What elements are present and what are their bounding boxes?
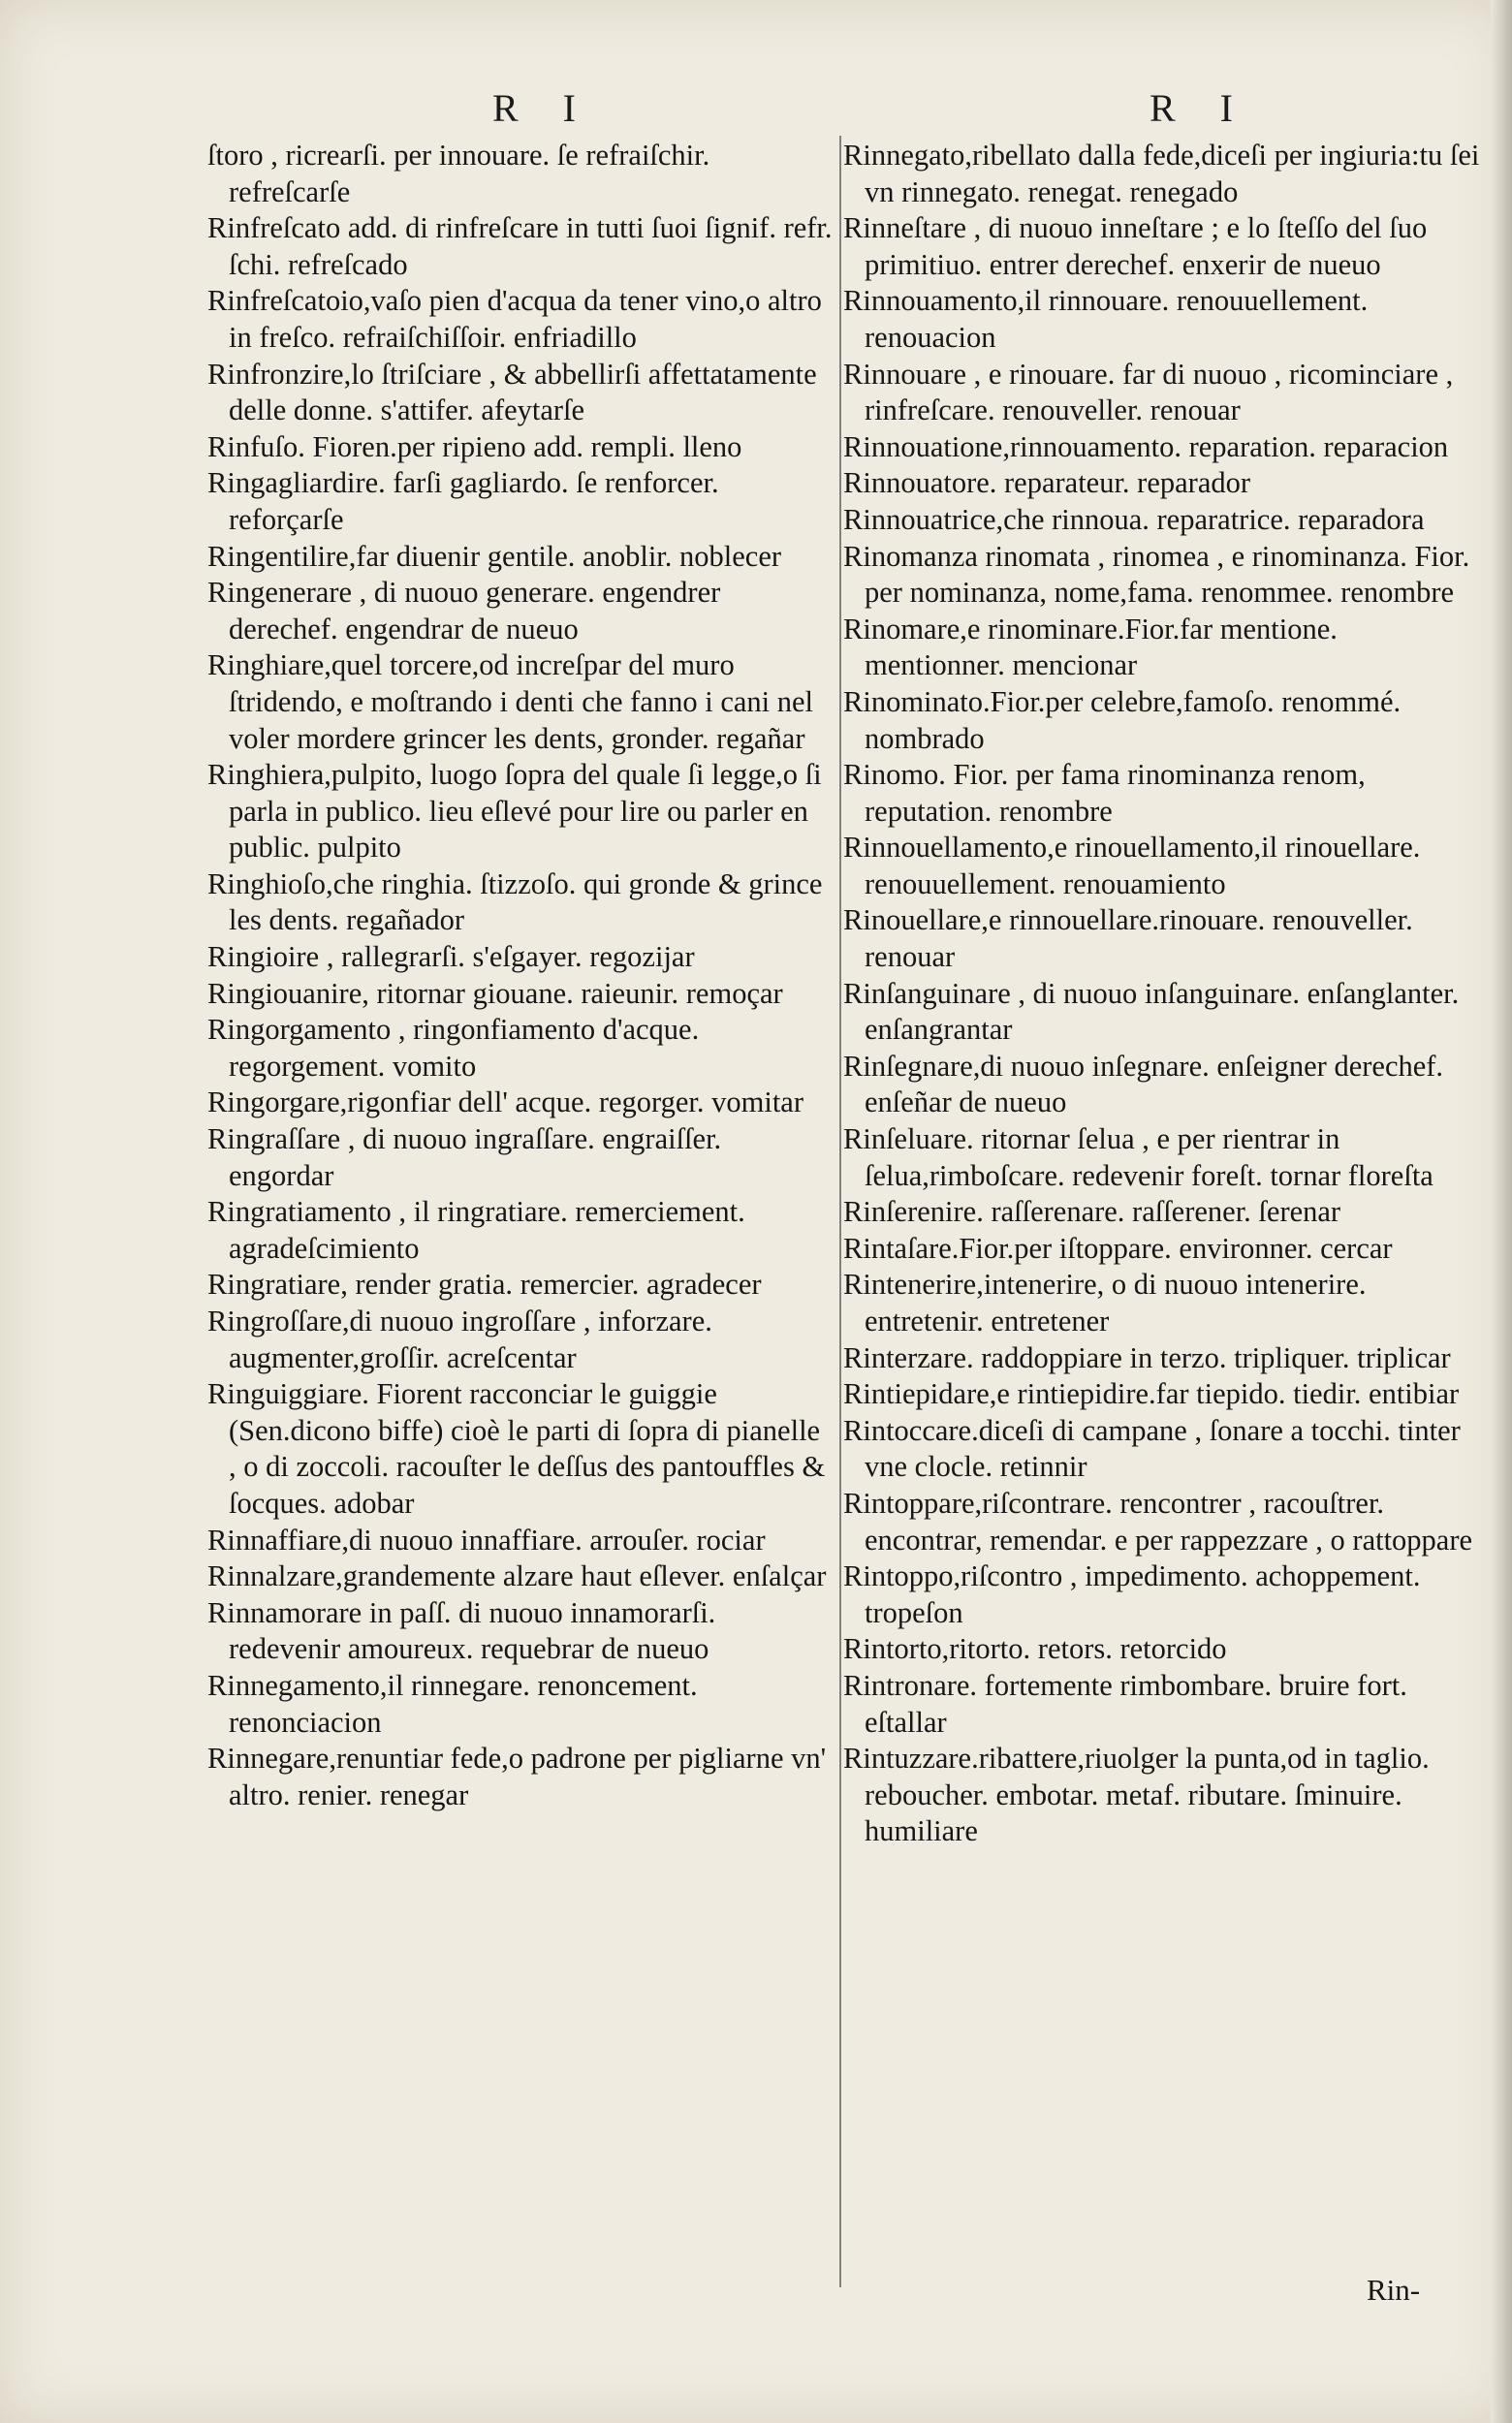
dictionary-entry: Ringiouanire, ritornar giouane. raieunir. remoçar xyxy=(207,976,783,1010)
dictionary-entry: Ringorgare,rigonfiar dell' acque. regorger. vomitar xyxy=(207,1086,804,1119)
dictionary-entry: Rinnouare , e rinouare. far di nuouo , ricominciare , rinfreſcare. renouveller. renouar xyxy=(843,357,1454,427)
dictionary-entry: Ringhioſo,che ringhia. ſtizzoſo. qui gronde & grince les dents. regañador xyxy=(207,866,823,937)
dictionary-entry: Rintorto,ritorto. retors. retorcido xyxy=(843,1632,1227,1666)
dictionary-entry: Rinnouellamento,e rinouellamento,il rinouellare. renouuellement. renouamiento xyxy=(843,831,1421,900)
dictionary-entry: Rinnegato,ribellato dalla fede,diceſi per ingiuria:tu ſei vn rinnegato. renegat. renegado xyxy=(843,139,1480,208)
dictionary-entry: Rinomanza rinomata , rinomea , e rinominanza. Fior. per nominanza, nome,fama. renommee. renombre xyxy=(843,539,1470,610)
dictionary-entry: Rinomare,e rinominare.Fior.far mentione. mentionner. mencionar xyxy=(843,612,1338,682)
dictionary-entry: Rintronare. fortemente rimbombare. bruire fort. eſtallar xyxy=(843,1668,1407,1739)
dictionary-entry: Rinſanguinare , di nuouo inſanguinare. enſanglanter. enſangrantar xyxy=(843,976,1460,1047)
dictionary-entry: Rinnegamento,il rinnegare. renoncement. renonciacion xyxy=(207,1668,698,1739)
dictionary-entry: Rinſegnare,di nuouo inſegnare. enſeigner derechef. enſeñar de nueuo xyxy=(843,1049,1444,1119)
dictionary-entry: Ringroſſare,di nuouo ingroſſare , inforzare. augmenter,groſſir. acreſcentar xyxy=(207,1305,712,1374)
dictionary-entry: Rintoccare.diceſi di campane , ſonare a tocchi. tinter vne clocle. retinnir xyxy=(843,1413,1461,1484)
dictionary-entry: Rinfuſo. Fioren.per ripieno add. rempli. lleno xyxy=(207,429,742,463)
dictionary-entry: Rintoppare,riſcontrare. rencontrer , racouſtrer. encontrar, remendar. e per rappezzare , o rattoppare xyxy=(843,1486,1473,1557)
dictionary-entry: Rinouellare,e rinnouellare.rinouare. renouveller. renouar xyxy=(843,903,1413,974)
dictionary-entry: Rinominato.Fior.per celebre,famoſo. renommé. nombrado xyxy=(843,684,1402,755)
dictionary-entry: Rinnegare,renuntiar fede,o padrone per pigliarne vn' altro. renier. renegar xyxy=(207,1742,827,1811)
dictionary-entry: Rintoppo,riſcontro , impedimento. achoppement. tropeſon xyxy=(843,1559,1421,1629)
dictionary-entry: Rinfreſcatoio,vaſo pien d'acqua da tener vino,o altro in freſco. refraiſchiſſoir. enfriadillo xyxy=(207,284,822,354)
dictionary-entry: Rinnalzare,grandemente alzare haut eſlever. enſalçar xyxy=(207,1559,827,1593)
dictionary-entry: Ringraſſare , di nuouo ingraſſare. engraiſſer. engordar xyxy=(207,1122,722,1192)
dictionary-entry: Rinnouatione,rinnouamento. reparation. reparacion xyxy=(843,429,1449,463)
dictionary-entry: Rinomo. Fior. per fama rinominanza renom, reputation. renombre xyxy=(843,758,1366,828)
dictionary-entry: Rinterzare. raddoppiare in terzo. tripliquer. triplicar xyxy=(843,1340,1451,1374)
dictionary-entry: Rinſerenire. raſſerenare. raſſerener. ſerenar xyxy=(843,1195,1341,1229)
column-rule xyxy=(839,136,841,2287)
dictionary-entry: Rintiepidare,e rintiepidire.far tiepido. tiedir. entibiar xyxy=(843,1377,1460,1411)
dictionary-entry: Ringratiare, render gratia. remercier. agradecer xyxy=(207,1268,762,1302)
right-column xyxy=(843,138,1483,1850)
dictionary-entry: Ringuiggiare. Fiorent racconciar le guiggie (Sen.dicono biffe) cioè le parti di ſopra di pianelle , o di zoccoli. racouſter le deſſus des pantouffles & ſocques. adobar xyxy=(207,1377,826,1520)
dictionary-entry: Ringorgamento , ringonfiamento d'acque. regorgement. vomito xyxy=(207,1013,700,1083)
dictionary-entry: Rinfronzire,lo ſtriſciare , & abbellirſi affettatamente delle donne. s'attifer. afeytarſe xyxy=(207,357,817,427)
dictionary-entry: Ringratiamento , il ringratiare. remerciement. agradeſcimiento xyxy=(207,1195,745,1265)
dictionary-entry: ſtoro , ricrearſi. per innouare. ſe refraiſchir. refreſcarſe xyxy=(207,139,710,208)
running-head-left: R I xyxy=(492,86,593,130)
dictionary-entry: Rinfreſcato add. di rinfreſcare in tutti ſuoi ſignif. refr. ſchi. refreſcado xyxy=(207,211,833,281)
dictionary-entry: Rinneſtare , di nuouo inneſtare ; e lo ſteſſo del ſuo primitiuo. entrer derechef. enxerir de nueuo xyxy=(843,211,1428,281)
dictionary-entry: Rintuzzare.ribattere,riuolger la punta,od in taglio. reboucher. embotar. metaf. ributare. ſminuire. humiliare xyxy=(843,1742,1430,1848)
dictionary-entry: Rinſeluare. ritornar ſelua , e per rientrar in ſelua,rimboſcare. redevenir foreſt. tornar floreſta xyxy=(843,1122,1433,1192)
page-edge xyxy=(1491,0,1512,2423)
dictionary-entry: Rinnouamento,il rinnouare. renouuellement. renouacion xyxy=(843,284,1369,354)
dictionary-entry: Rinnouatrice,che rinnoua. reparatrice. reparadora xyxy=(843,502,1425,536)
dictionary-entry: Ringhiare,quel torcere,od increſpar del muro ſtridendo, e moſtrando i denti che fanno i cani nel voler mordere grincer les dents, gronder. regañar xyxy=(207,648,814,755)
dictionary-entry: Ringioire , rallegrarſi. s'eſgayer. regozijar xyxy=(207,940,695,974)
dictionary-entry: Rintaſare.Fior.per iſtoppare. environner. cercar xyxy=(843,1231,1393,1265)
left-column xyxy=(207,138,833,1813)
dictionary-entry: Ringhiera,pulpito, luogo ſopra del quale ſi legge,o ſi parla in publico. lieu eſlevé pour lire ou parler en public. pulpito xyxy=(207,758,822,865)
dictionary-entry: Ringentilire,far diuenir gentile. anoblir. noblecer xyxy=(207,539,782,573)
dictionary-entry: Rintenerire,intenerire, o di nuouo intenerire. entretenir. entretener xyxy=(843,1268,1367,1337)
dictionary-entry: Ringenerare , di nuouo generare. engendrer derechef. engendrar de nueuo xyxy=(207,576,721,645)
running-head-right: R I xyxy=(1150,86,1250,130)
dictionary-entry: Ringagliardire. farſi gagliardo. ſe renforcer. reforçarſe xyxy=(207,466,719,536)
dictionary-entry: Rinnouatore. reparateur. reparador xyxy=(843,466,1251,500)
dictionary-entry: Rinnamorare in paſſ. di nuouo innamorarſi. redevenir amoureux. requebrar de nueuo xyxy=(207,1595,716,1666)
catchword: Rin- xyxy=(1367,2273,1421,2307)
dictionary-entry: Rinnaffiare,di nuouo innaffiare. arrouſer. rociar xyxy=(207,1523,766,1557)
